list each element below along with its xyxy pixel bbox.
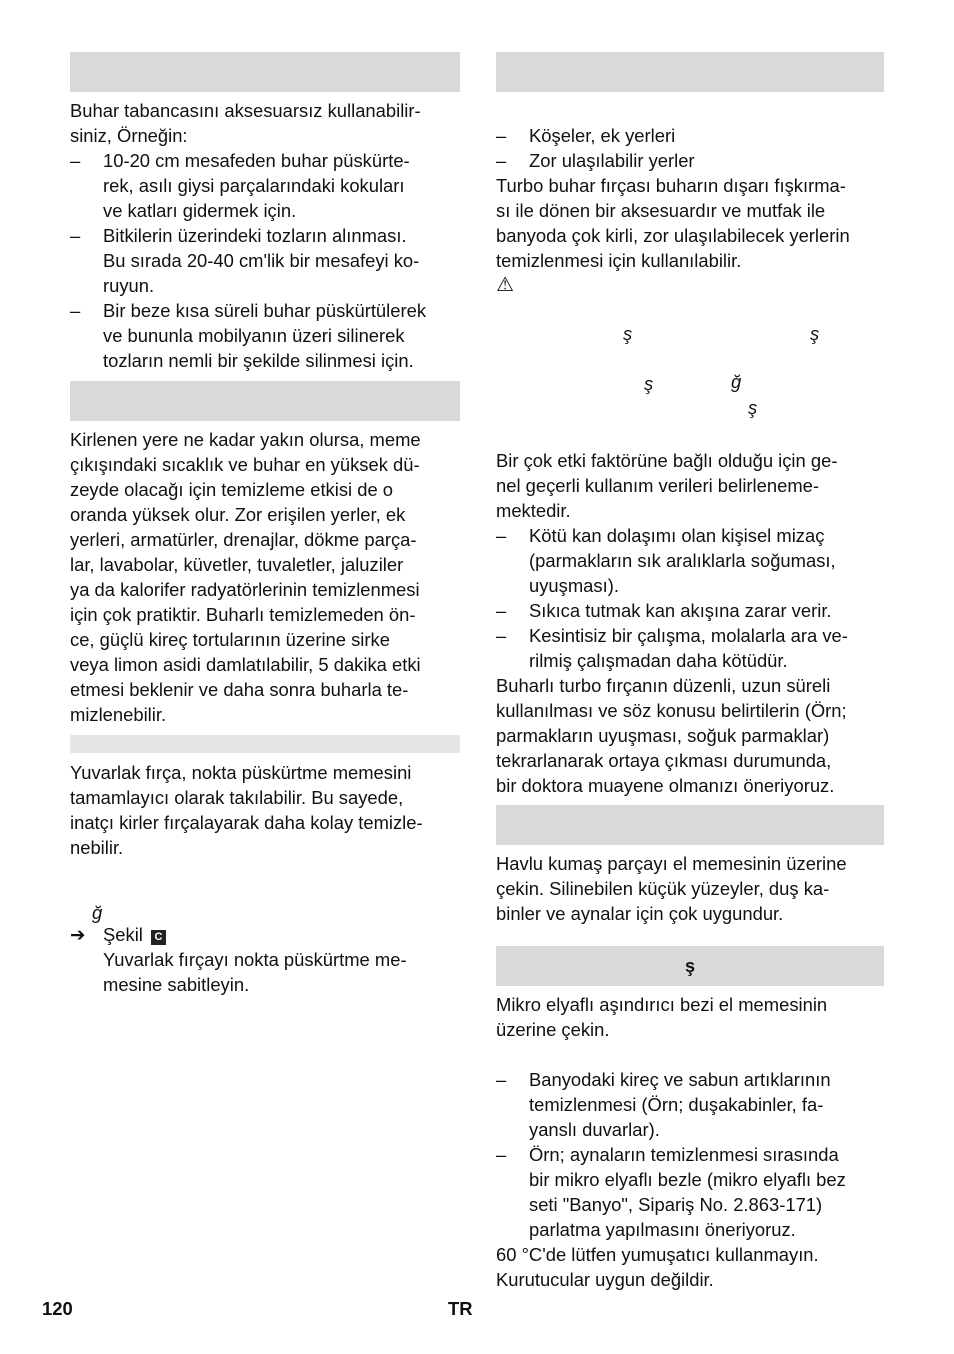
dash-bullet: – xyxy=(496,1144,507,1165)
stray-glyph: ş xyxy=(748,397,758,418)
list-item xyxy=(70,223,460,298)
list-line: Bitkilerin üzerindeki tozların alınması. xyxy=(103,225,407,246)
text-line: ya da kalorifer radyatörlerinin temizlenmesi xyxy=(70,579,420,600)
list-line: Sıkıca tutmak kan akışına zarar verir. xyxy=(529,600,832,621)
list-line: Köşeler, ek yerleri xyxy=(529,125,676,146)
list-item xyxy=(70,148,460,223)
text-line: zeyde olacağı için temizleme etkisi de o xyxy=(70,479,394,500)
text-line: Kirlenen yere ne kadar yakın olursa, meme xyxy=(70,429,421,450)
section-header-thin xyxy=(70,735,460,753)
text-line: üzerine çekin. xyxy=(496,1019,610,1040)
text-line: etmesi beklenir ve daha sonra buharla te- xyxy=(70,679,409,700)
list-line: Kesintisiz bir çalışma, molalarla ara ve- xyxy=(529,625,848,646)
text-line: için çok pratiktir. Buharlı temizlemeden ön- xyxy=(70,604,416,625)
micro-text xyxy=(496,992,884,1042)
text-line: tamamlayıcı olarak takılabilir. Bu sayede, xyxy=(70,787,404,808)
list-item xyxy=(496,1142,884,1242)
turbo-text xyxy=(496,173,884,273)
language-code: TR xyxy=(448,1298,473,1319)
figure-reference: Şekil xyxy=(103,924,143,945)
list-item xyxy=(496,598,884,623)
text-line: kullanılması ve söz konusu belirtilerin (Örn; xyxy=(496,700,847,721)
stray-glyph: ğ xyxy=(731,371,742,392)
dash-bullet: – xyxy=(70,150,81,171)
list-item xyxy=(496,623,884,673)
stray-glyph: ğ xyxy=(92,902,103,923)
dash-bullet: – xyxy=(496,625,507,646)
list-item xyxy=(496,1067,884,1142)
text-line: temizlenmesi için kullanılabilir. xyxy=(496,250,742,271)
nozzle-text xyxy=(70,427,460,727)
text-line: Buharlı turbo fırçanın düzenli, uzun süreli xyxy=(496,675,831,696)
left-column xyxy=(70,52,460,997)
list-item xyxy=(496,123,884,148)
text-line: Kurutucular uygun değildir. xyxy=(496,1269,714,1290)
step-line: Yuvarlak fırçayı nokta püskürtme me- xyxy=(103,949,407,970)
dash-bullet: – xyxy=(496,525,507,546)
list-line: (parmakların sık aralıklarla soğuması, xyxy=(529,550,836,571)
text-line: inatçı kirler fırçalayarak daha kolay temizle- xyxy=(70,812,423,833)
stray-glyph: ş xyxy=(623,323,633,344)
step-line: mesine sabitleyin. xyxy=(103,974,250,995)
micro-uses-list xyxy=(496,1067,884,1242)
text-line: parmakların uyuşması, soğuk parmaklar) xyxy=(496,725,830,746)
advice-text xyxy=(496,673,884,798)
dash-bullet: – xyxy=(496,1069,507,1090)
page-number: 120 xyxy=(42,1298,73,1319)
text-line: veya limon asidi damlatılabilir, 5 dakika etki xyxy=(70,654,421,675)
list-line: 10-20 cm mesafeden buhar püskürte- xyxy=(103,150,410,171)
dash-bullet: – xyxy=(70,225,81,246)
intro-line: Buhar tabancasını aksesuarsız kullanabilir- xyxy=(70,100,421,121)
turbo-uses-list xyxy=(496,123,884,173)
list-line: ruyun. xyxy=(103,275,155,296)
text-line: bir doktora muayene olmanızı öneriyoruz. xyxy=(496,775,835,796)
text-line: yerleri, armatürler, drenajlar, dökme parça- xyxy=(70,529,417,550)
towel-text xyxy=(496,851,884,926)
text-line: nebilir. xyxy=(70,837,124,858)
stray-glyph: ş xyxy=(810,323,820,344)
text-line: sı ile dönen bir aksesuardır ve mutfak ile xyxy=(496,200,826,221)
intro-text xyxy=(70,98,460,148)
figure-letter-badge: C xyxy=(151,930,166,945)
list-line: seti "Banyo", Sipariş No. 2.863-171) xyxy=(529,1194,823,1215)
list-line: Örn; aynaların temizlenmesi sırasında xyxy=(529,1144,839,1165)
uses-list xyxy=(70,148,460,373)
list-line: tozların nemli bir şekilde silinmesi için. xyxy=(103,350,414,371)
text-line: nel geçerli kullanım verileri belirleneme- xyxy=(496,475,819,496)
right-column xyxy=(496,52,884,1292)
step-item xyxy=(70,922,460,997)
header-glyph: ş xyxy=(684,956,695,976)
text-line: tekrarlanarak ortaya çıkması durumunda, xyxy=(496,750,832,771)
list-line: bir mikro elyaflı bezle (mikro elyaflı bez xyxy=(529,1169,846,1190)
factors-list xyxy=(496,523,884,673)
text-line: Turbo buhar fırçası buharın dışarı fışkırma- xyxy=(496,175,846,196)
list-item xyxy=(496,148,884,173)
closing-text xyxy=(496,1242,884,1292)
section-header-micro xyxy=(496,946,884,986)
arrow-icon: ➔ xyxy=(70,924,86,945)
list-line: parlatma yapılmasını öneriyoruz. xyxy=(529,1219,796,1240)
text-line: banyoda çok kirli, zor ulaşılabilecek yerlerin xyxy=(496,225,850,246)
text-line: mektedir. xyxy=(496,500,571,521)
list-line: Kötü kan dolaşımı olan kişisel mizaç xyxy=(529,525,825,546)
text-line: 60 °C'de lütfen yumuşatıcı kullanmayın. xyxy=(496,1244,819,1265)
factors-text xyxy=(496,448,884,523)
list-line: Bu sırada 20-40 cm'lik bir mesafeyi ko- xyxy=(103,250,420,271)
text-line: Mikro elyaflı aşındırıcı bezi el memesinin xyxy=(496,994,828,1015)
section-header-blank xyxy=(70,52,460,92)
dash-bullet: – xyxy=(496,125,507,146)
list-line: rilmiş çalışmadan daha kötüdür. xyxy=(529,650,788,671)
text-line: mizlenebilir. xyxy=(70,704,167,725)
section-header-blank xyxy=(496,52,884,92)
list-line: uyuşması). xyxy=(529,575,619,596)
list-line: Bir beze kısa süreli buhar püskürtülerek xyxy=(103,300,427,321)
list-item xyxy=(70,298,460,373)
intro-line: siniz, Örneğin: xyxy=(70,125,188,146)
stray-glyph: ş xyxy=(644,373,654,394)
text-line: Yuvarlak fırça, nokta püskürtme memesini xyxy=(70,762,412,783)
list-line: rek, asılı giysi parçalarındaki kokuları xyxy=(103,175,405,196)
dash-bullet: – xyxy=(70,300,81,321)
list-line: ve katları gidermek için. xyxy=(103,200,297,221)
text-line: ce, güçlü kireç tortularının üzerine sirke xyxy=(70,629,390,650)
text-line: Havlu kumaş parçayı el memesinin üzerine xyxy=(496,853,847,874)
list-line: yanslı duvarlar). xyxy=(529,1119,660,1140)
brush-text xyxy=(70,760,460,860)
section-header-blank xyxy=(496,805,884,845)
text-line: çekin. Silinebilen küçük yüzeyler, duş ka- xyxy=(496,878,830,899)
list-line: Zor ulaşılabilir yerler xyxy=(529,150,695,171)
text-line: oranda yüksek olur. Zor erişilen yerler, ek xyxy=(70,504,406,525)
dash-bullet: – xyxy=(496,600,507,621)
warning-block xyxy=(496,273,884,448)
text-line: binler ve aynalar için çok uygundur. xyxy=(496,903,784,924)
text-line: Bir çok etki faktörüne bağlı olduğu için ge- xyxy=(496,450,838,471)
text-line: lar, lavabolar, küvetler, tuvaletler, jaluziler xyxy=(70,554,404,575)
list-line: ve bununla mobilyanın üzeri silinerek xyxy=(103,325,405,346)
list-line: temizlenmesi (Örn; duşakabinler, fa- xyxy=(529,1094,824,1115)
dash-bullet: – xyxy=(496,150,507,171)
list-line: Banyodaki kireç ve sabun artıklarının xyxy=(529,1069,831,1090)
list-item xyxy=(496,523,884,598)
text-line: çıkışındaki sıcaklık ve buhar en yüksek dü- xyxy=(70,454,420,475)
section-header-blank xyxy=(70,381,460,421)
warning-icon: ⚠ xyxy=(496,274,514,296)
